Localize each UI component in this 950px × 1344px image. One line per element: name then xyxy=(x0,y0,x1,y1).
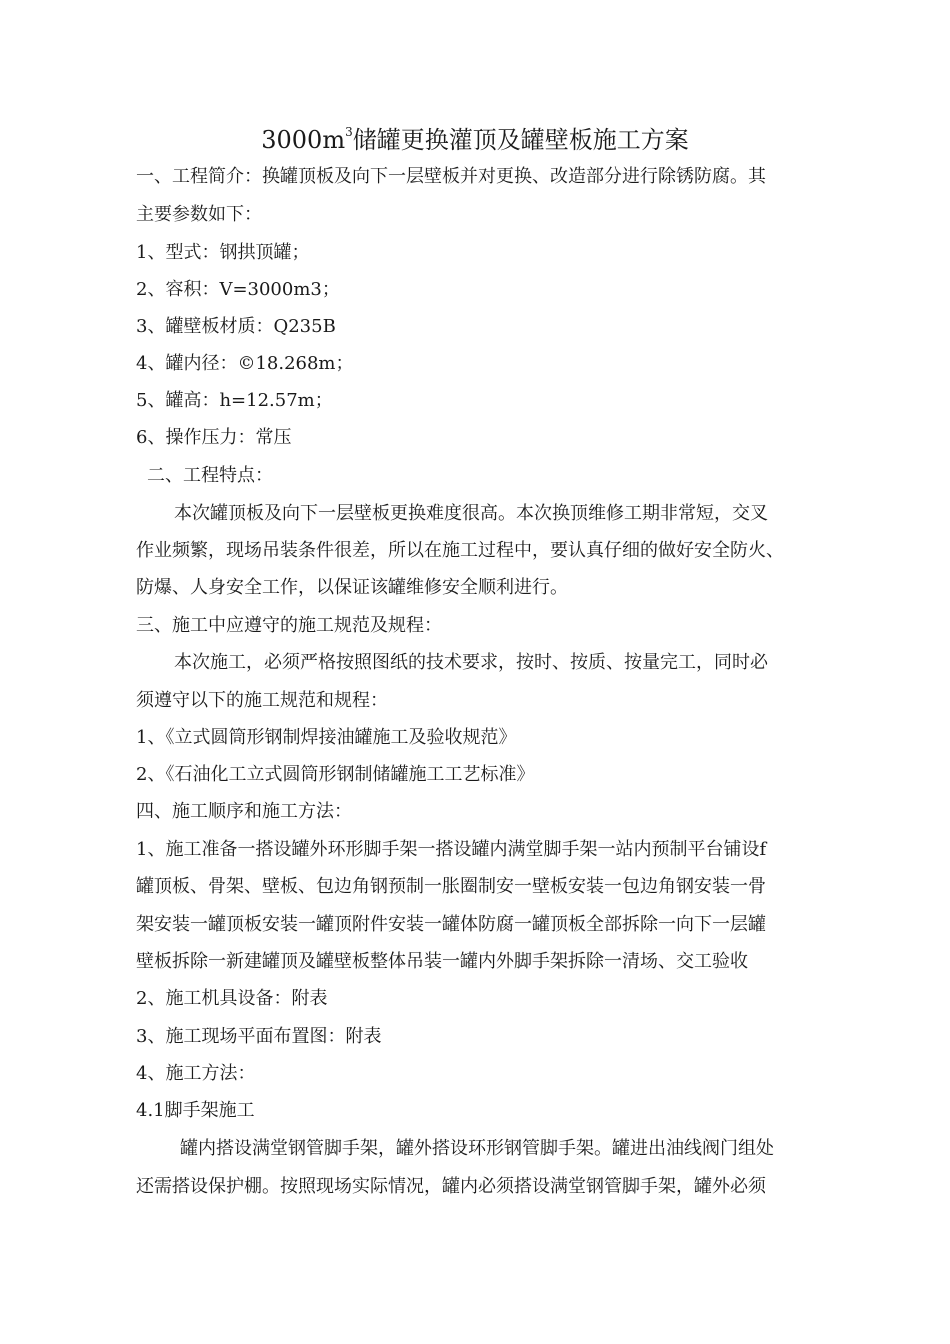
document-title xyxy=(0,114,950,158)
standard-item: 1、《立式圆筒形钢制焊接油罐施工及验收规范》 xyxy=(136,727,517,748)
section-4-heading: 四、施工顺序和施工方法： xyxy=(136,801,352,822)
standard-item: 2、《石油化工立式圆筒形钢制储罐施工工艺标准》 xyxy=(136,764,535,785)
section-3-heading: 三、施工中应遵守的施工规范及规程： xyxy=(136,615,442,636)
title-superscript: 3 xyxy=(345,125,353,139)
paragraph-line: 须遵守以下的施工规范和规程： xyxy=(136,690,388,711)
list-item: 3、施工现场平面布置图：附表 xyxy=(136,1026,382,1047)
title-text: 储罐更换灌顶及罐壁板施工方案 xyxy=(352,126,689,154)
list-item: 2、施工机具设备：附表 xyxy=(136,988,328,1009)
paragraph-line: 罐内搭设满堂钢管脚手架，罐外搭设环形钢管脚手架。罐进出油线阀门组处 xyxy=(180,1138,774,1159)
section-2-heading: 二、工程特点： xyxy=(147,465,273,486)
paragraph-line: 还需搭设保护棚。按照现场实际情况，罐内必须搭设满堂钢管脚手架，罐外必须 xyxy=(136,1176,766,1197)
param-height: 5、罐高：h=12.57m； xyxy=(136,390,333,411)
title-prefix: 3000m xyxy=(261,126,346,154)
paragraph-line: 壁板拆除一新建罐顶及罐壁板整体吊装一罐内外脚手架拆除一清场、交工验收 xyxy=(136,951,748,972)
paragraph-line: 本次施工，必须严格按照图纸的技术要求，按时、按质、按量完工，同时必 xyxy=(174,652,768,673)
paragraph-line: 作业频繁，现场吊装条件很差，所以在施工过程中，要认真仔细的做好安全防火、 xyxy=(136,540,784,561)
paragraph-line: 防爆、人身安全工作，以保证该罐维修安全顺利进行。 xyxy=(136,577,568,598)
param-type: 1、型式：钢拱顶罐； xyxy=(136,242,310,263)
section-1-heading: 一、工程简介：换罐顶板及向下一层壁板并对更换、改造部分进行除锈防腐。其 xyxy=(136,166,766,187)
subsection-heading: 4.1脚手架施工 xyxy=(136,1100,255,1121)
list-item: 4、施工方法： xyxy=(136,1063,256,1084)
param-diameter: 4、罐内径：©18.268m； xyxy=(136,353,354,374)
paragraph-line: 罐顶板、骨架、壁板、包边角钢预制一胀圈制安一壁板安装一包边角钢安装一骨 xyxy=(136,876,766,897)
paragraph-line: 主要参数如下： xyxy=(136,204,262,225)
paragraph-line: 1、施工准备一搭设罐外环形脚手架一搭设罐内满堂脚手架一站内预制平台铺设f xyxy=(136,839,767,860)
paragraph-line: 架安装一罐顶板安装一罐顶附件安装一罐体防腐一罐顶板全部拆除一向下一层罐 xyxy=(136,914,766,935)
param-volume: 2、容积：V=3000m3； xyxy=(136,279,340,300)
paragraph-line: 本次罐顶板及向下一层壁板更换难度很高。本次换顶维修工期非常短，交叉 xyxy=(174,503,768,524)
param-material: 3、罐壁板材质：Q235B xyxy=(136,316,336,337)
param-pressure: 6、操作压力：常压 xyxy=(136,427,292,448)
